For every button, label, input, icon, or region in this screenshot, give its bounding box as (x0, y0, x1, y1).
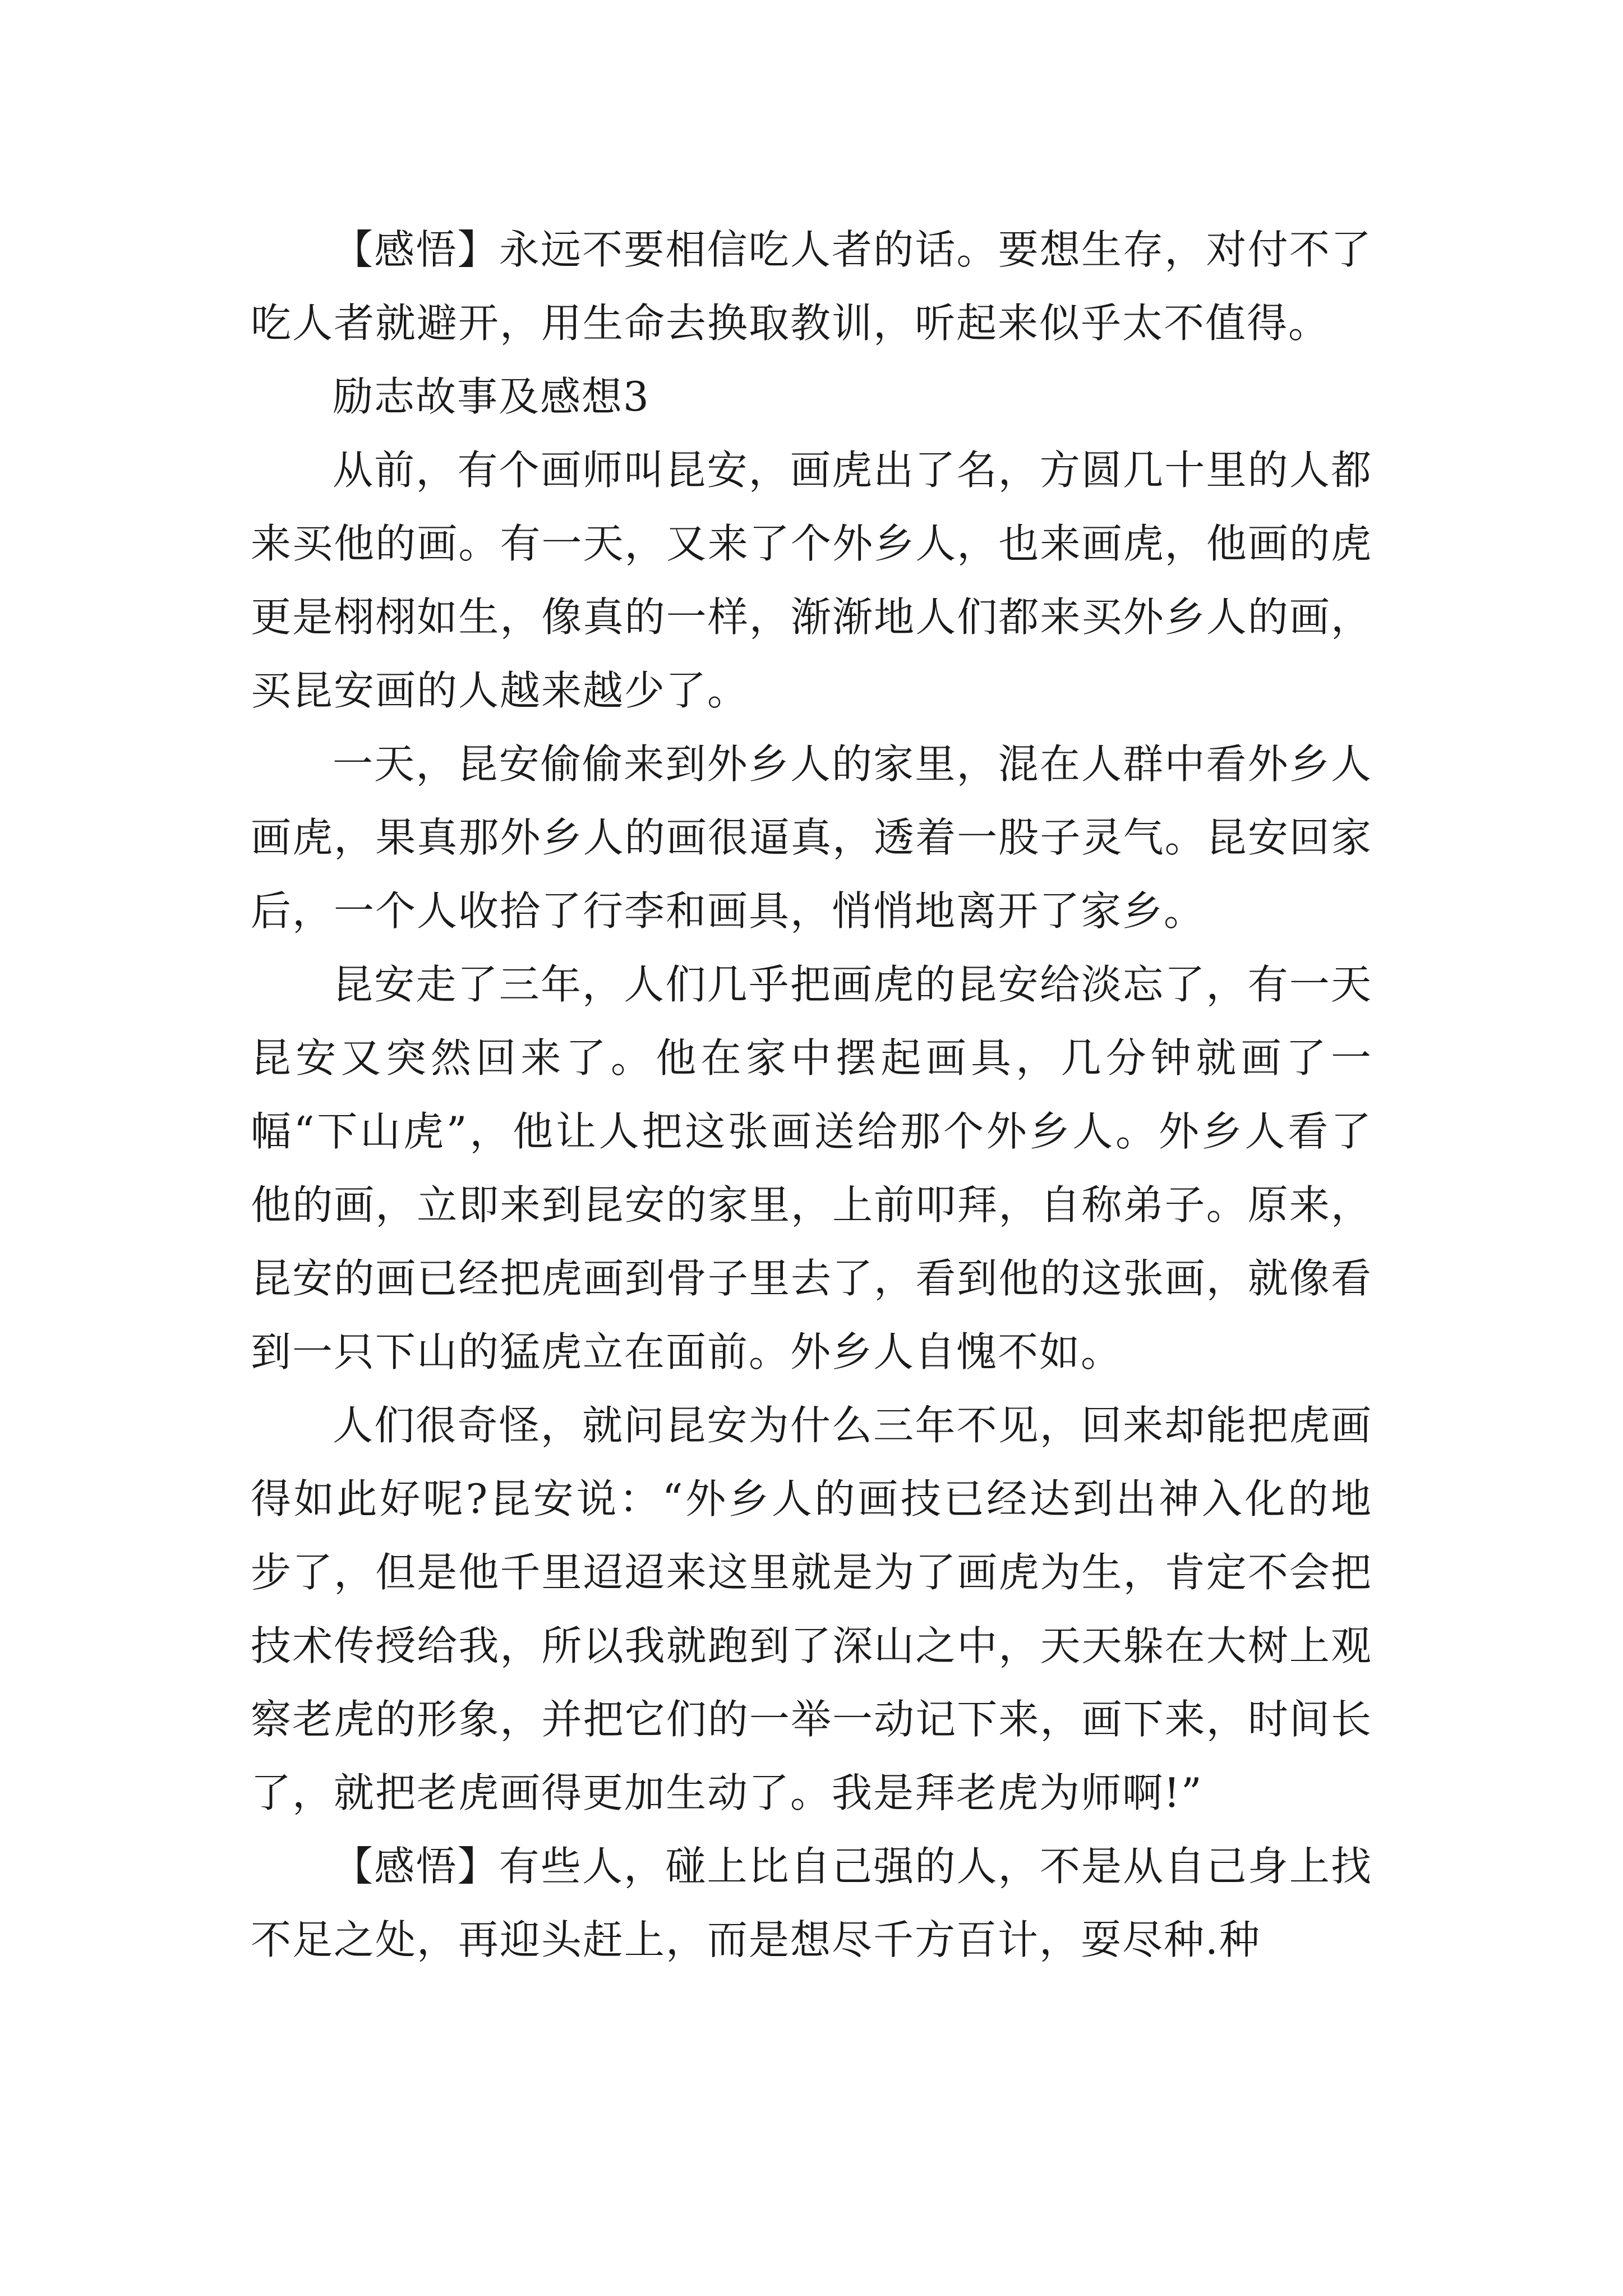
document-page (251, 213, 1372, 1977)
paragraph-story-3: 昆安走了三年，人们几乎把画虎的昆安给淡忘了，有一天昆安又突然回来了。他在家中摆起画具，几分钟就画了一幅“下山虎”，他让人把这张画送给那个外乡人。外乡人看了他的画，立即来到昆安的家里，上前叩拜，自称弟子。原来，昆安的画已经把虎画到骨子里去了，看到他的这张画，就像看到一只下山的猛虎立在面前。外乡人自愧不如。 (251, 961, 1372, 1375)
paragraph-story-4: 人们很奇怪，就问昆安为什么三年不见，回来却能把虎画得如此好呢?昆安说：“外乡人的画技已经达到出神入化的地步了，但是他千里迢迢来这里就是为了画虎为生，肯定不会把技术传授给我，所以我就跑到了深山之中，天天躲在大树上观察老虎的形象，并把它们的一举一动记下来，画下来，时间长了，就把老虎画得更加生动了。我是拜老虎为师啊!” (251, 1402, 1372, 1816)
section-heading: 励志故事及感想3 (333, 373, 650, 420)
paragraph-story-2: 一天，昆安偷偷来到外乡人的家里，混在人群中看外乡人画虎，果真那外乡人的画很逼真，透着一股子灵气。昆安回家后，一个人收拾了行李和画具，悄悄地离开了家乡。 (251, 740, 1372, 935)
paragraph-story-1: 从前，有个画师叫昆安，画虎出了名，方圆几十里的人都来买他的画。有一天，又来了个外乡人，也来画虎，他画的虎更是栩栩如生，像真的一样，渐渐地人们都来买外乡人的画，买昆安画的人越来越少了。 (251, 447, 1372, 714)
paragraph-insight-1: 【感悟】永远不要相信吃人者的话。要想生存，对付不了吃人者就避开，用生命去换取教训，听起来似乎太不值得。 (251, 226, 1372, 347)
paragraph-insight-2: 【感悟】有些人，碰上比自己强的人，不是从自己身上找不足之处，再迎头赶上，而是想尽千方百计，耍尽种.种 (251, 1843, 1372, 1963)
